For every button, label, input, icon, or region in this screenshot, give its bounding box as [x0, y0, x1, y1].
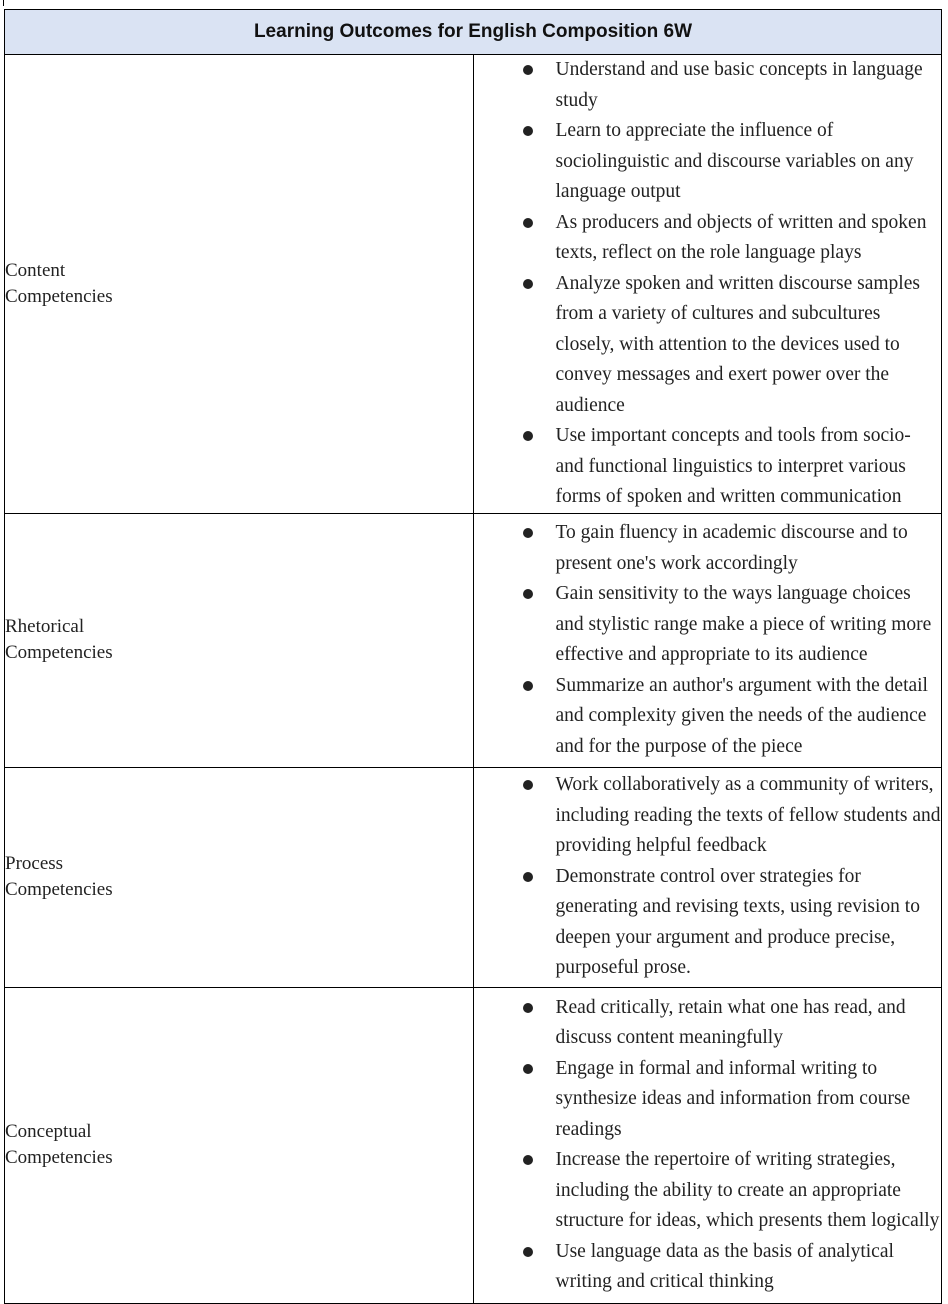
row-label-line: Competencies	[5, 879, 113, 900]
outcome-list-cell	[473, 767, 942, 987]
outcome-list-cell	[473, 55, 942, 514]
list-item: Demonstrate control over strategies for generating and revising texts, using revision to deepen your argument and produce precise, purposeful prose.	[556, 862, 942, 984]
row-label-line: Conceptual	[5, 1121, 92, 1142]
list-item: Gain sensitivity to the ways language choices and stylistic range make a piece of writing more effective and appropriate to its audience	[556, 579, 942, 671]
row-label	[5, 987, 474, 1303]
table-row-process-competencies	[5, 767, 942, 987]
list-item: Analyze spoken and written discourse samples from a variety of cultures and subcultures closely, with attention to the devices used to convey messages and exert power over the audience	[556, 269, 942, 422]
list-item: To gain fluency in academic discourse and to present one's work accordingly	[556, 518, 942, 579]
bullet-list	[474, 518, 942, 762]
row-label-line: Rhetorical	[5, 616, 85, 637]
row-label-line: Content	[5, 259, 66, 281]
row-label-line: Competencies	[5, 642, 113, 663]
row-label	[5, 55, 474, 514]
list-item: Summarize an author's argument with the detail and complexity given the needs of the audience and for the purpose of the piece	[556, 671, 942, 763]
row-label-line: Process	[5, 853, 64, 874]
row-label-line: Competencies	[5, 1147, 113, 1168]
text-cursor	[3, 0, 4, 6]
list-item: Learn to appreciate the influence of sociolinguistic and discourse variables on any language output	[556, 116, 942, 208]
table-header-row	[5, 10, 942, 55]
list-item: Understand and use basic concepts in language study	[556, 55, 942, 116]
bullet-list	[474, 55, 942, 513]
bullet-list	[474, 770, 942, 984]
list-item: Increase the repertoire of writing strategies, including the ability to create an appropriate structure for ideas, which presents them logically	[556, 1145, 942, 1237]
list-item: Work collaboratively as a community of writers, including reading the texts of fellow students and providing helpful feedback	[556, 770, 942, 862]
bullet-list	[474, 993, 942, 1298]
table-title: Learning Outcomes for English Composition 6W	[5, 10, 942, 55]
list-item: Use language data as the basis of analytical writing and critical thinking	[556, 1237, 942, 1298]
outcome-list-cell	[473, 513, 942, 767]
row-label	[5, 513, 474, 767]
list-item: Use important concepts and tools from socio- and functional linguistics to interpret various forms of spoken and written communication	[556, 421, 942, 513]
table-row-rhetorical-competencies	[5, 513, 942, 767]
list-item: As producers and objects of written and spoken texts, reflect on the role language plays	[556, 208, 942, 269]
list-item: Read critically, retain what one has read, and discuss content meaningfully	[556, 993, 942, 1054]
list-item: Engage in formal and informal writing to synthesize ideas and information from course readings	[556, 1054, 942, 1146]
outcome-list-cell	[473, 987, 942, 1303]
learning-outcomes-table	[4, 9, 942, 1304]
row-label-line: Competencies	[5, 285, 113, 307]
table-row-conceptual-competencies	[5, 987, 942, 1303]
row-label	[5, 767, 474, 987]
table-row-content-competencies	[5, 55, 942, 514]
